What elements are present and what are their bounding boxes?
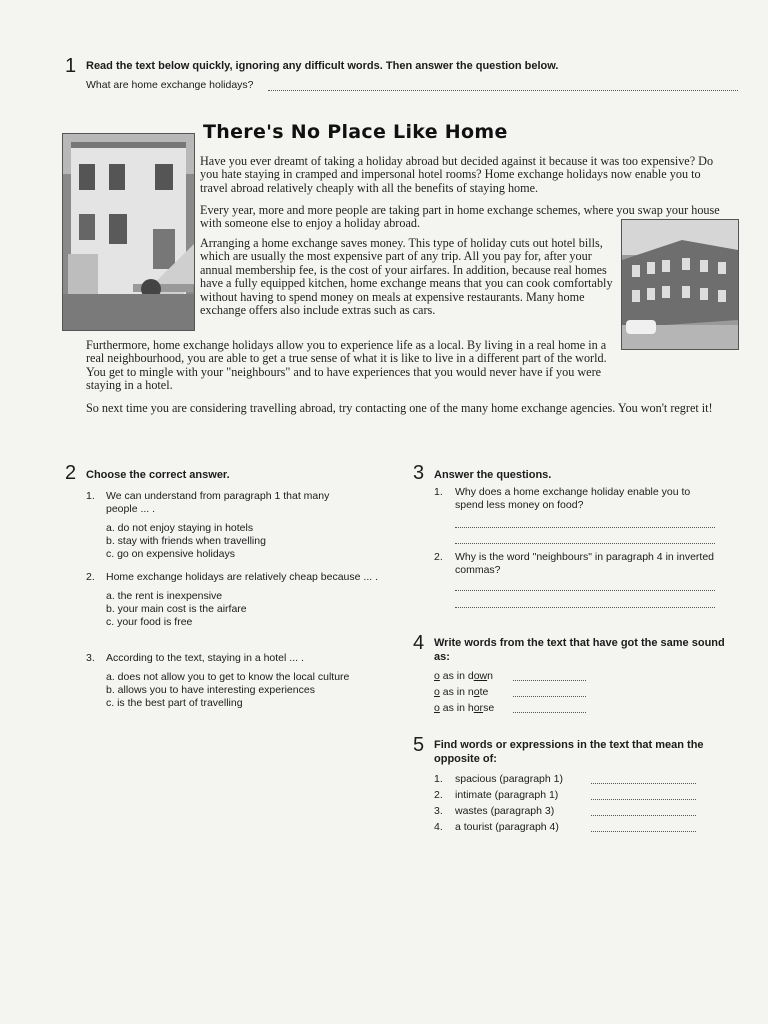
q4-answer-line-1[interactable] bbox=[513, 680, 586, 681]
q3-answer-line-1b[interactable] bbox=[455, 543, 715, 544]
house-photo-image bbox=[63, 134, 194, 330]
q4-item-1 bbox=[434, 670, 493, 683]
q2-number: 2 bbox=[65, 462, 77, 484]
street-photo bbox=[621, 219, 739, 350]
q4-word: horse bbox=[467, 702, 495, 714]
q3-answer-line-1a[interactable] bbox=[455, 527, 715, 528]
q3-number: 3 bbox=[413, 462, 425, 484]
q5-number: 5 bbox=[413, 734, 425, 756]
q4-item-2 bbox=[434, 686, 488, 699]
q5-item-2 bbox=[434, 789, 558, 802]
q3-answer-line-2a[interactable] bbox=[455, 590, 715, 591]
q5-item-3 bbox=[434, 805, 554, 818]
q2-item-1 bbox=[86, 490, 386, 561]
q5-item-number: 2. bbox=[434, 789, 443, 801]
q5-item-text: wastes (paragraph 3) bbox=[455, 805, 555, 817]
q3-title: Answer the questions. bbox=[434, 469, 552, 481]
q4-letter: o bbox=[434, 702, 440, 714]
q5-title: Find words or expressions in the text that mean the opposite of: bbox=[434, 739, 704, 765]
article-title: There's No Place Like Home bbox=[203, 121, 508, 143]
q4-letter: o bbox=[434, 686, 440, 698]
q2-title: Choose the correct answer. bbox=[86, 469, 230, 481]
q3-item-text: Why is the word "neighbours" in paragraph 4 in inverted commas? bbox=[455, 551, 715, 576]
q5-item-number: 4. bbox=[434, 821, 443, 833]
q5-answer-line-1[interactable] bbox=[591, 783, 696, 784]
article-p3: Arranging a home exchange saves money. This type of holiday cuts out hotel bills, which are usually the most expensive part of any trip. All you pay for, after your annual membership fee, is the cost of your airfares. In addition, because real homes have a fully equipped kitchen, home exchange means that you can cook comfortably without having to spend money on meals at expensive restaurants. Many home exchange offers also include extras such as cars. bbox=[200, 236, 613, 318]
q2-option-c[interactable]: c. your food is free bbox=[106, 616, 193, 628]
q2-option-c[interactable]: c. is the best part of travelling bbox=[106, 697, 243, 709]
house-photo bbox=[62, 133, 195, 331]
article-p5: So next time you are considering travelling abroad, try contacting one of the many home exchange agencies. You won't regret it! bbox=[86, 401, 713, 415]
street-photo-image bbox=[622, 220, 738, 349]
q5-item-text: a tourist (paragraph 4) bbox=[455, 821, 559, 833]
q2-item-number: 3. bbox=[86, 652, 95, 664]
q2-option-c[interactable]: c. go on expensive holidays bbox=[106, 548, 235, 560]
q4-word: note bbox=[467, 686, 489, 698]
q4-as-in: as in bbox=[442, 702, 465, 714]
q2-item-2 bbox=[86, 571, 386, 629]
q2-item-3 bbox=[86, 652, 406, 710]
article-p1: Have you ever dreamt of taking a holiday abroad but decided against it because it was too expensive? Do you hate staying in cramped and impersonal hotel rooms? Home exchange holidays now enable you to travel abroad relatively cheaply with all the benefits of staying home. bbox=[200, 154, 714, 195]
q3-item-text: Why does a home exchange holiday enable you to spend less money on food? bbox=[455, 486, 691, 511]
q2-option-b[interactable]: b. your main cost is the airfare bbox=[106, 603, 247, 615]
q5-item-number: 3. bbox=[434, 805, 443, 817]
q4-as-in: as in bbox=[442, 670, 465, 682]
q4-item-3 bbox=[434, 702, 494, 715]
q1-question: What are home exchange holidays? bbox=[86, 79, 254, 91]
q4-number: 4 bbox=[413, 632, 425, 654]
q1-instruction: Read the text below quickly, ignoring any difficult words. Then answer the question below. bbox=[86, 60, 559, 72]
q4-word: down bbox=[467, 670, 493, 682]
q5-item-1 bbox=[434, 773, 563, 786]
q4-as-in: as in bbox=[442, 686, 465, 698]
q2-item-stem: According to the text, staying in a hotel ... . bbox=[106, 652, 304, 664]
q5-item-text: intimate (paragraph 1) bbox=[455, 789, 559, 801]
q3-item-number: 1. bbox=[434, 486, 443, 498]
q3-item-2 bbox=[434, 551, 734, 577]
article-p2: Every year, more and more people are taking part in home exchange schemes, where you swap your house with someone else to enjoy a holiday abroad. bbox=[200, 203, 720, 231]
q4-answer-line-3[interactable] bbox=[513, 712, 586, 713]
q2-option-a[interactable]: a. do not enjoy staying in hotels bbox=[106, 522, 254, 534]
q2-item-number: 2. bbox=[86, 571, 95, 583]
q3-answer-line-2b[interactable] bbox=[455, 607, 715, 608]
q5-answer-line-3[interactable] bbox=[591, 815, 696, 816]
q3-item-1 bbox=[434, 486, 734, 512]
q5-answer-line-2[interactable] bbox=[591, 799, 696, 800]
q2-option-a[interactable]: a. the rent is inexpensive bbox=[106, 590, 223, 602]
q3-item-number: 2. bbox=[434, 551, 443, 563]
q4-letter: o bbox=[434, 670, 440, 682]
q1-number: 1 bbox=[65, 55, 77, 77]
q2-item-number: 1. bbox=[86, 490, 95, 502]
q4-title: Write words from the text that have got the same sound as: bbox=[434, 637, 725, 663]
article-p4: Furthermore, home exchange holidays allow you to experience life as a local. By living in a real home in a real neighbourhood, you are able to get a true sense of what it is like to live in a different part of the world. You get to mingle with your "neighbours" and to have experiences that you would never have if you were staying in a hotel. bbox=[86, 338, 607, 393]
q2-option-b[interactable]: b. stay with friends when travelling bbox=[106, 535, 266, 547]
q2-option-b[interactable]: b. allows you to have interesting experiences bbox=[106, 684, 315, 696]
q2-option-a[interactable]: a. does not allow you to get to know the local culture bbox=[106, 671, 350, 683]
q5-item-number: 1. bbox=[434, 773, 443, 785]
q5-item-4 bbox=[434, 821, 559, 834]
q5-item-text: spacious (paragraph 1) bbox=[455, 773, 563, 785]
q4-answer-line-2[interactable] bbox=[513, 696, 586, 697]
q2-item-stem: Home exchange holidays are relatively cheap because ... . bbox=[106, 571, 378, 583]
q1-answer-line[interactable] bbox=[268, 90, 738, 91]
q2-item-stem: We can understand from paragraph 1 that many people ... . bbox=[106, 490, 330, 515]
q5-answer-line-4[interactable] bbox=[591, 831, 696, 832]
